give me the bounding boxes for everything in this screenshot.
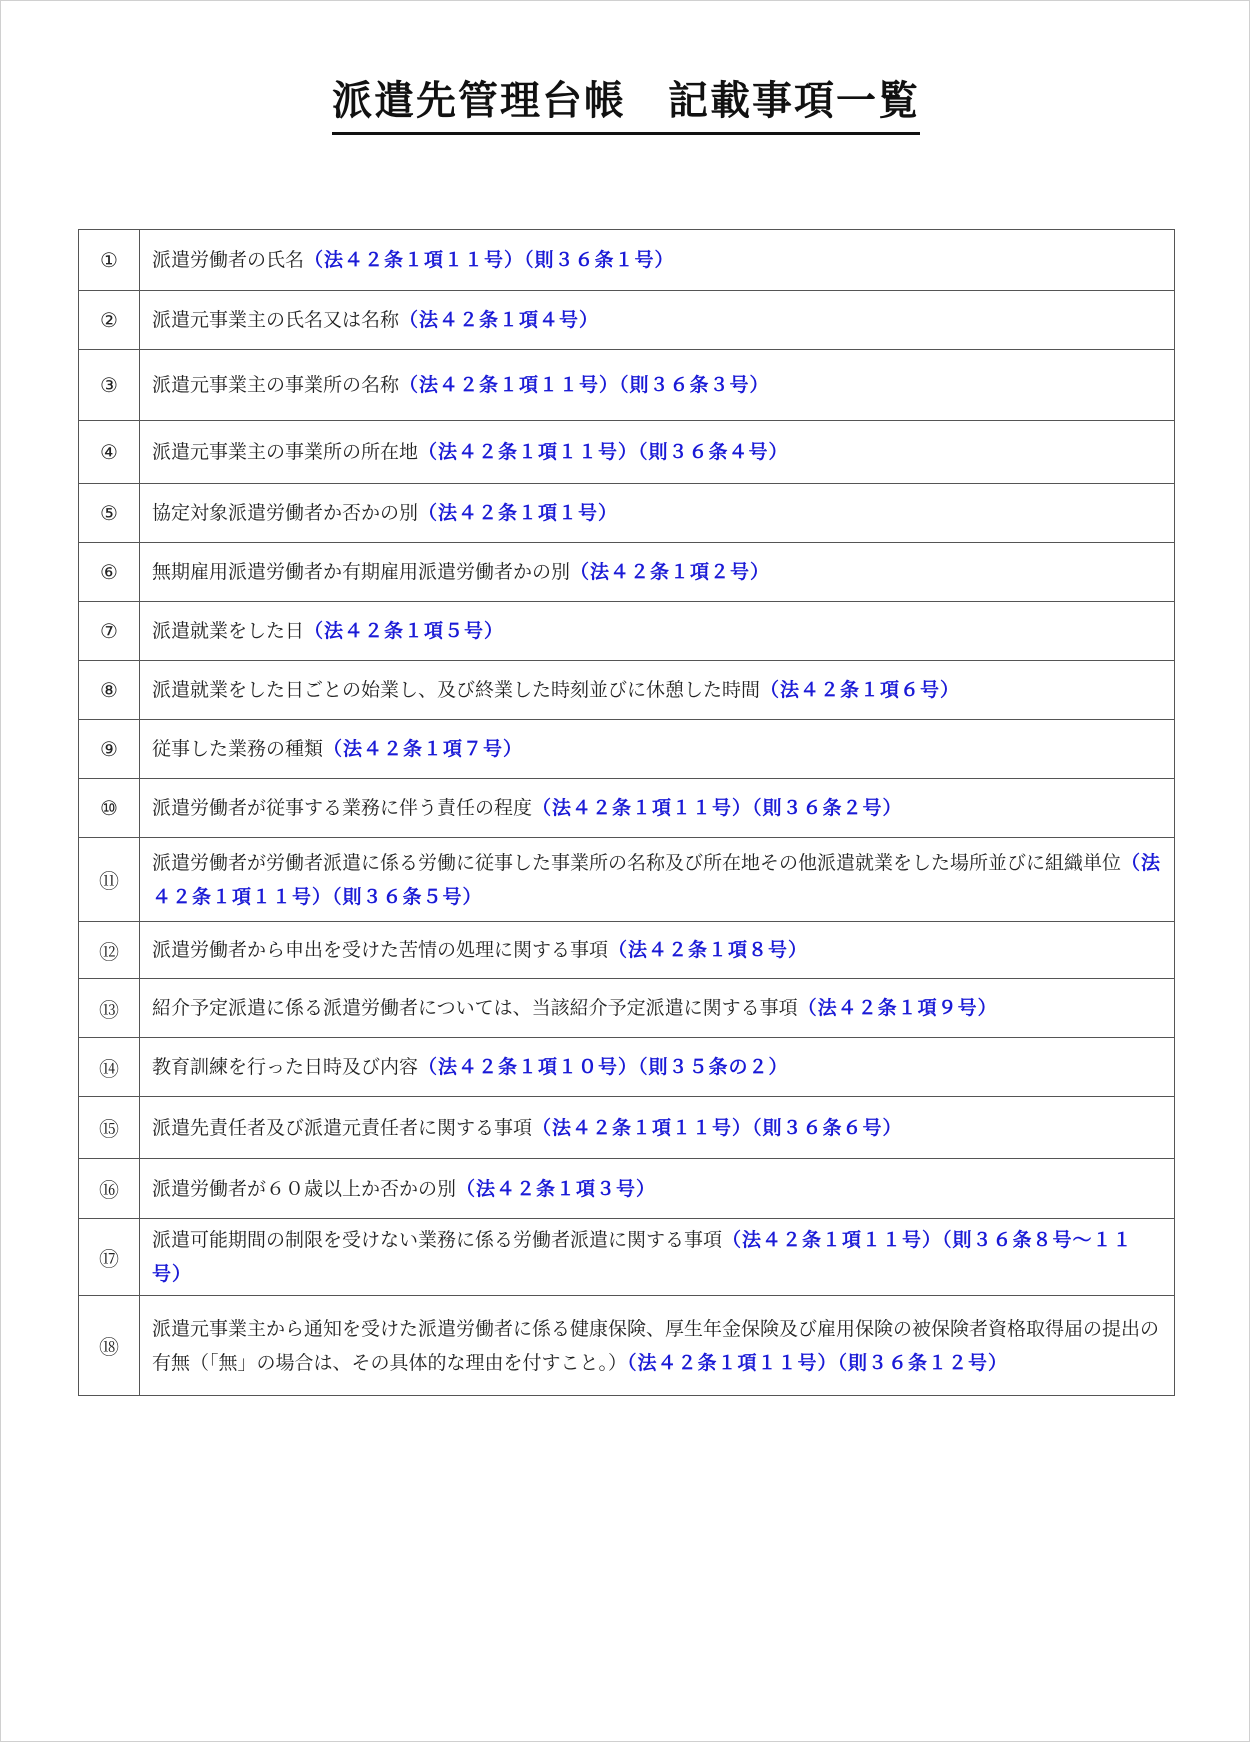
item-legal-reference: （法４２条１項１１号）（則３６条５号） — [152, 851, 1162, 908]
item-text: 派遣就業をした日 — [152, 620, 305, 642]
item-number: ⑦ — [79, 602, 140, 661]
item-description — [140, 720, 1175, 779]
item-text: 派遣労働者が６０歳以上か否かの別 — [152, 1177, 457, 1200]
item-number: ⑰ — [79, 1219, 140, 1296]
item-legal-reference: （法４２条１項１１号）（則３６条１２号） — [627, 1351, 1009, 1374]
item-number: ⑪ — [79, 838, 140, 922]
table-row — [79, 661, 1175, 720]
table-row — [79, 779, 1175, 838]
item-legal-reference: （法４２条１項１１号）（則３６条８号～１１号） — [152, 1229, 1133, 1285]
item-text: 派遣労働者が従事する業務に伴う責任の程度 — [152, 797, 533, 819]
item-legal-reference: （法４２条１項１１号）（則３６条３号） — [399, 374, 770, 396]
item-text: 派遣労働者の氏名 — [152, 249, 305, 271]
table-row — [79, 1097, 1175, 1159]
item-legal-reference: （法４２条１項１１号）（則３６条２号） — [532, 797, 903, 819]
table-row — [79, 1038, 1175, 1097]
item-description — [140, 838, 1175, 922]
item-legal-reference: （法４２条１項１号） — [418, 502, 619, 524]
items-table — [78, 229, 1175, 1396]
table-row — [79, 838, 1175, 922]
item-legal-reference: （法４２条１項７号） — [323, 738, 524, 760]
item-text: 派遣元事業主の氏名又は名称 — [152, 309, 400, 331]
item-description — [140, 350, 1175, 421]
table-row — [79, 421, 1175, 484]
table-row — [79, 1219, 1175, 1296]
item-legal-reference: （法４２条１項６号） — [760, 679, 961, 701]
item-number: ⑮ — [79, 1097, 140, 1159]
item-number: ③ — [79, 350, 140, 421]
item-legal-reference: （法４２条１項８号） — [608, 939, 809, 961]
item-description — [140, 1038, 1175, 1097]
title-area — [0, 76, 1252, 135]
item-text: 派遣元事業主の事業所の所在地 — [152, 441, 419, 463]
item-legal-reference: （法４２条１項１１号）（則３６条４号） — [418, 441, 789, 463]
item-description — [140, 291, 1175, 350]
item-number: ① — [79, 230, 140, 291]
item-description — [140, 484, 1175, 543]
item-text: 派遣就業をした日ごとの始業し、及び終業した時刻並びに休憩した時間 — [152, 679, 761, 701]
table-row — [79, 602, 1175, 661]
table-row — [79, 1296, 1175, 1396]
item-legal-reference: （法４２条１項１０号）（則３５条の２） — [418, 1056, 789, 1078]
table-row — [79, 291, 1175, 350]
item-legal-reference: （法４２条１項２号） — [570, 561, 771, 583]
table-row — [79, 979, 1175, 1038]
item-legal-reference: （法４２条１項３号） — [456, 1177, 657, 1200]
item-legal-reference: （法４２条１項４号） — [399, 309, 600, 331]
item-text: 派遣可能期間の制限を受けない業務に係る労働者派遣に関する事項 — [152, 1229, 723, 1251]
item-number: ⑬ — [79, 979, 140, 1038]
table-row — [79, 543, 1175, 602]
table-row — [79, 484, 1175, 543]
item-number: ⑥ — [79, 543, 140, 602]
item-text: 無期雇用派遣労働者か有期雇用派遣労働者かの別 — [152, 561, 571, 583]
item-description — [140, 421, 1175, 484]
item-description — [140, 1219, 1175, 1296]
item-description — [140, 543, 1175, 602]
page-title: 派遣先管理台帳 記載事項一覧 — [332, 76, 920, 135]
table-row — [79, 230, 1175, 291]
item-text: 紹介予定派遣に係る派遣労働者については、当該紹介予定派遣に関する事項 — [152, 997, 798, 1019]
table-row — [79, 922, 1175, 979]
item-legal-reference: （法４２条１項１１号）（則３６条６号） — [532, 1116, 903, 1139]
table-row — [79, 720, 1175, 779]
item-number: ② — [79, 291, 140, 350]
item-number: ④ — [79, 421, 140, 484]
item-text: 派遣労働者が労働者派遣に係る労働に従事した事業所の名称及び所在地その他派遣就業をした場所並びに組織単位 — [152, 851, 1122, 874]
item-description — [140, 922, 1175, 979]
item-description — [140, 661, 1175, 720]
table-row — [79, 350, 1175, 421]
item-description — [140, 1296, 1175, 1396]
item-legal-reference: （法４２条１項１１号）（則３６条１号） — [304, 249, 675, 271]
item-text: 派遣元事業主の事業所の名称 — [152, 374, 400, 396]
item-number: ⑨ — [79, 720, 140, 779]
item-text: 教育訓練を行った日時及び内容 — [152, 1056, 419, 1078]
item-text: 派遣元事業主から通知を受けた派遣労働者に係る健康保険、厚生年金保険及び雇用保険の被保険者資格取得届の提出の有無（「無」の場合は、その具体的な理由を付すこと。） — [152, 1317, 1160, 1374]
item-description — [140, 1097, 1175, 1159]
item-description — [140, 602, 1175, 661]
item-number: ⑫ — [79, 922, 140, 979]
item-legal-reference: （法４２条１項５号） — [304, 620, 505, 642]
item-text: 従事した業務の種類 — [152, 738, 324, 760]
item-description — [140, 230, 1175, 291]
item-number: ⑩ — [79, 779, 140, 838]
item-description — [140, 979, 1175, 1038]
item-legal-reference: （法４２条１項９号） — [797, 997, 998, 1019]
item-description — [140, 779, 1175, 838]
item-description — [140, 1159, 1175, 1219]
item-number: ⑯ — [79, 1159, 140, 1219]
item-text: 協定対象派遣労働者か否かの別 — [152, 502, 419, 524]
item-number: ⑭ — [79, 1038, 140, 1097]
item-text: 派遣先責任者及び派遣元責任者に関する事項 — [152, 1116, 533, 1139]
table-row — [79, 1159, 1175, 1219]
item-text: 派遣労働者から申出を受けた苦情の処理に関する事項 — [152, 939, 609, 961]
item-number: ⑤ — [79, 484, 140, 543]
item-number: ⑧ — [79, 661, 140, 720]
item-number: ⑱ — [79, 1296, 140, 1396]
